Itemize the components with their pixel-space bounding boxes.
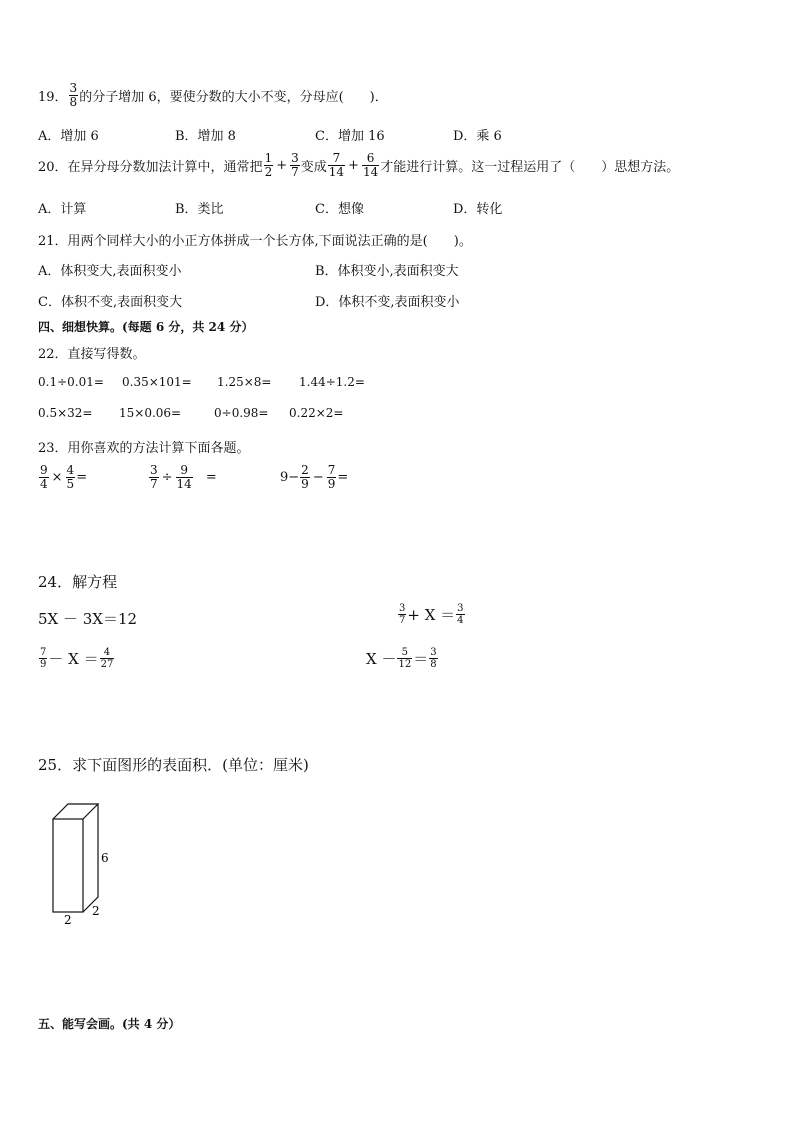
width-label: 2 bbox=[64, 913, 72, 927]
fraction: $\frac{3}{7}$ bbox=[399, 603, 406, 626]
option-d: D．转化 bbox=[453, 202, 503, 217]
calc-item: 0.1÷0.01= bbox=[38, 375, 104, 389]
equals: = bbox=[205, 470, 217, 485]
question-25: 25．求下面图形的表面积．(单位：厘米) bbox=[38, 756, 309, 774]
calc-item: 1.25×8= bbox=[217, 375, 272, 389]
cuboid-front-face bbox=[53, 819, 83, 912]
option-a: A．计算 bbox=[38, 202, 87, 217]
question-text: 才能进行计算。这一过程运用了（ ）思想方法。 bbox=[380, 160, 680, 175]
equals: = bbox=[337, 470, 349, 485]
expression bbox=[148, 464, 217, 491]
fraction: $\frac{7}{9}$ bbox=[40, 647, 47, 670]
question-text: 变成 bbox=[300, 160, 327, 175]
question-20 bbox=[38, 152, 679, 179]
equation-middle: ＝ bbox=[413, 650, 429, 668]
option-b: B．增加 8 bbox=[175, 129, 236, 144]
leading-term: X － bbox=[366, 650, 397, 668]
equation bbox=[366, 647, 439, 670]
operator: + bbox=[276, 158, 288, 173]
option-a: A．增加 6 bbox=[38, 129, 99, 144]
fraction: $\frac{4}{5}$ bbox=[66, 463, 75, 491]
fraction: $\frac{1}{2}$ bbox=[264, 151, 273, 179]
operator: ÷ bbox=[161, 470, 173, 485]
leading-term: 9− bbox=[280, 470, 300, 485]
fraction: $\frac{6}{14}$ bbox=[362, 151, 379, 179]
fraction: $\frac{3}{8}$ bbox=[430, 647, 437, 670]
fraction: $\frac{3}{8}$ bbox=[69, 81, 78, 109]
equation bbox=[397, 603, 466, 626]
option-b: B．体积变小,表面积变大 bbox=[315, 264, 459, 279]
operator: × bbox=[51, 470, 63, 485]
fraction: $\frac{9}{14}$ bbox=[176, 463, 192, 491]
depth-label: 2 bbox=[92, 904, 100, 918]
equation bbox=[38, 647, 115, 670]
calc-item: 15×0.06= bbox=[119, 406, 182, 420]
section-heading: 五、能写会画。(共 4 分） bbox=[38, 1017, 181, 1031]
question-number: 20． bbox=[38, 160, 68, 175]
fraction: $\frac{7}{9}$ bbox=[327, 463, 336, 491]
question-19 bbox=[38, 82, 388, 109]
fraction: $\frac{9}{4}$ bbox=[40, 463, 48, 491]
fraction: $\frac{3}{7}$ bbox=[150, 463, 158, 491]
equals: = bbox=[76, 470, 88, 485]
question-21: 21．用两个同样大小的小正方体拼成一个长方体,下面说法正确的是( )。 bbox=[38, 234, 472, 249]
fraction: $\frac{3}{7}$ bbox=[291, 151, 299, 179]
question-23: 23．用你喜欢的方法计算下面各题。 bbox=[38, 441, 250, 456]
option-d: D．乘 6 bbox=[453, 129, 502, 144]
section-heading: 四、细想快算。(每题 6 分，共 24 分） bbox=[38, 320, 254, 334]
cuboid-top-face bbox=[53, 804, 98, 819]
calc-item: 0.35×101= bbox=[122, 375, 192, 389]
question-22: 22．直接写得数。 bbox=[38, 347, 146, 362]
question-number: 19． bbox=[38, 90, 68, 105]
option-b: B．类比 bbox=[175, 202, 224, 217]
fraction: $\frac{4}{27}$ bbox=[100, 647, 114, 670]
fraction: $\frac{3}{4}$ bbox=[457, 603, 464, 626]
cuboid-side-face bbox=[83, 804, 98, 912]
operator: − bbox=[312, 470, 324, 485]
option-c: C．想像 bbox=[315, 202, 364, 217]
equation-middle: + X ＝ bbox=[407, 606, 456, 624]
fraction: $\frac{7}{14}$ bbox=[328, 151, 345, 179]
option-a: A．体积变大,表面积变小 bbox=[38, 264, 182, 279]
option-c: C．体积不变,表面积变大 bbox=[38, 295, 183, 310]
option-c: C．增加 16 bbox=[315, 129, 385, 144]
fraction: $\frac{5}{12}$ bbox=[398, 647, 412, 670]
operator: + bbox=[348, 158, 359, 173]
question-text: 的分子增加 6，要使分数的大小不变，分母应( )． bbox=[79, 90, 388, 105]
cuboid-figure bbox=[40, 800, 130, 930]
calc-item: 0÷0.98= bbox=[214, 406, 269, 420]
expression bbox=[280, 464, 348, 491]
equation: 5X － 3X＝12 bbox=[38, 610, 138, 628]
question-text: 在异分母分数加法计算中，通常把 bbox=[67, 160, 263, 175]
fraction: $\frac{2}{9}$ bbox=[301, 463, 309, 491]
option-d: D．体积不变,表面积变小 bbox=[315, 295, 460, 310]
calc-item: 0.22×2= bbox=[289, 406, 344, 420]
equation-middle: － X ＝ bbox=[48, 650, 99, 668]
expression bbox=[38, 464, 87, 491]
question-24: 24．解方程 bbox=[38, 573, 118, 591]
calc-item: 1.44÷1.2= bbox=[299, 375, 365, 389]
height-label: 6 bbox=[101, 851, 109, 865]
calc-item: 0.5×32= bbox=[38, 406, 93, 420]
